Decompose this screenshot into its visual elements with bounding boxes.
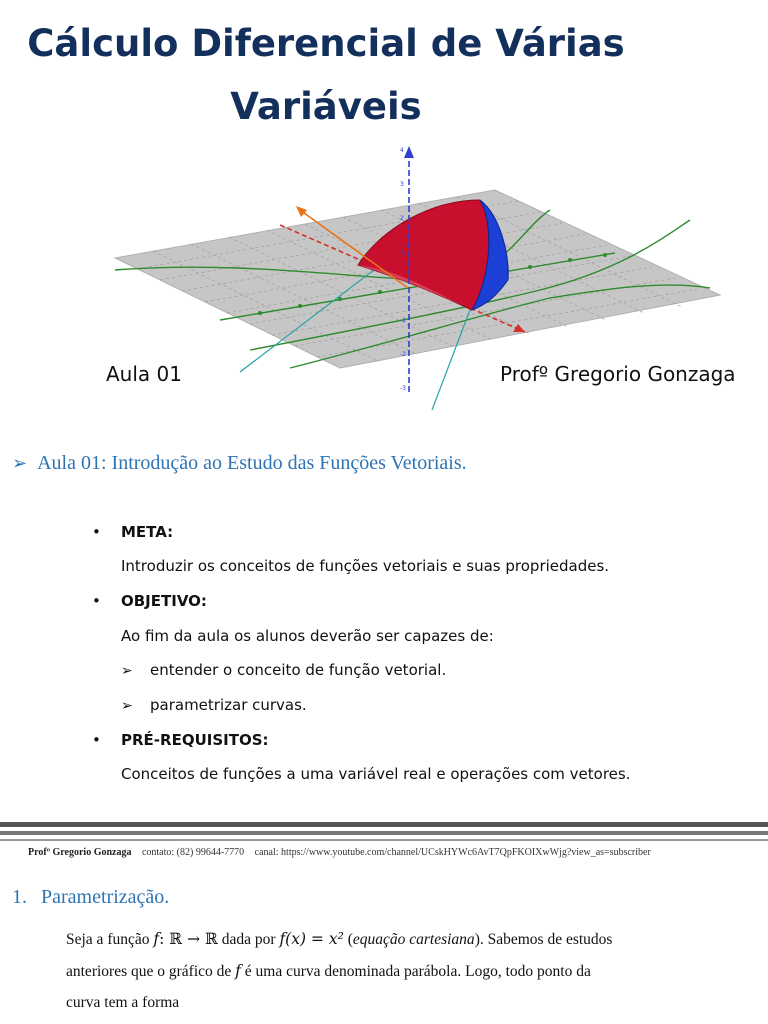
cover-title-line1: Cálculo Diferencial de Várias xyxy=(27,22,625,65)
body-line xyxy=(66,962,698,981)
text-run: ( xyxy=(343,931,353,948)
heading-number: 1. xyxy=(12,886,27,908)
math-run: f xyxy=(235,962,241,980)
cover-title-line2: Variáveis xyxy=(230,85,422,128)
tick-label: -2 xyxy=(400,351,406,358)
arrow-bullet-icon: ➢ xyxy=(121,663,133,679)
bullet-dot-icon: • xyxy=(92,523,101,541)
tick-label: 3 xyxy=(400,181,404,188)
objetivo-item xyxy=(121,661,446,679)
header-author: Profº Gregorio Gonzaga xyxy=(28,847,132,858)
tick-label: -3 xyxy=(400,385,406,392)
objetivo-label xyxy=(92,592,207,610)
meta-text: Introduzir os conceitos de funções vetoriais e suas propriedades. xyxy=(121,557,610,575)
text-run: ). Sabemos de estudos xyxy=(474,931,613,948)
body-line: curva tem a forma xyxy=(66,994,180,1011)
objetivo-item xyxy=(121,696,307,714)
bullet-dot-icon: • xyxy=(92,592,101,610)
objetivo-item-text: entender o conceito de função vetorial. xyxy=(150,661,447,679)
objetivo-item-text: parametrizar curvas. xyxy=(150,696,307,714)
prereq-text: Conceitos de funções a uma variável real e operações com vetores. xyxy=(121,765,631,783)
numbered-heading xyxy=(12,886,169,909)
header-rule xyxy=(0,839,768,841)
heading-text: Parametrização. xyxy=(41,886,170,908)
arrow-bullet-icon: ➢ xyxy=(121,698,133,714)
tick-label: -1 xyxy=(400,317,406,324)
objetivo-label-text: OBJETIVO: xyxy=(121,592,207,610)
math-run: f xyxy=(153,930,160,948)
orange-vector-head xyxy=(296,206,307,217)
section-heading xyxy=(12,452,467,475)
body-line xyxy=(66,930,698,949)
prereq-label xyxy=(92,731,269,749)
tick-label: 4 xyxy=(400,147,404,154)
text-run: é uma curva denominada parábola. Logo, todo ponto da xyxy=(240,963,591,980)
objetivo-intro: Ao fim da aula os alunos deverão ser capazes de: xyxy=(121,627,494,645)
prereq-label-text: PRÉ-REQUISITOS: xyxy=(121,731,269,749)
math-run: f(x) = x² xyxy=(279,930,344,948)
tick-label: 2 xyxy=(400,215,404,222)
cover-lesson: Aula 01 xyxy=(106,362,182,386)
text-run: anteriores que o gráfico de xyxy=(66,963,236,980)
z-axis-arrow xyxy=(404,146,414,158)
math-run: : ℝ → ℝ xyxy=(159,930,218,948)
tick-label: 1 xyxy=(400,249,404,256)
arrow-bullet-icon: ➢ xyxy=(12,453,28,473)
section-heading-text: Aula 01: Introdução ao Estudo das Funções Vetoriais. xyxy=(37,452,467,474)
page-header-info xyxy=(28,847,651,858)
header-contact: contato: (82) 99644-7770 xyxy=(141,847,245,858)
cover-author: Profº Gregorio Gonzaga xyxy=(500,362,736,386)
meta-label xyxy=(92,523,173,541)
header-rule xyxy=(0,831,768,835)
header-channel: canal: https://www.youtube.com/channel/UCskHYWc6AvT7QpFKOIXwWjg?view_as=subscriber xyxy=(254,847,651,858)
header-rule xyxy=(0,822,768,827)
meta-label-text: META: xyxy=(121,523,174,541)
text-run: dada por xyxy=(217,931,280,948)
bullet-dot-icon: • xyxy=(92,731,101,749)
text-run: Seja a função xyxy=(66,931,154,948)
italic-run: equação cartesiana xyxy=(352,931,475,948)
